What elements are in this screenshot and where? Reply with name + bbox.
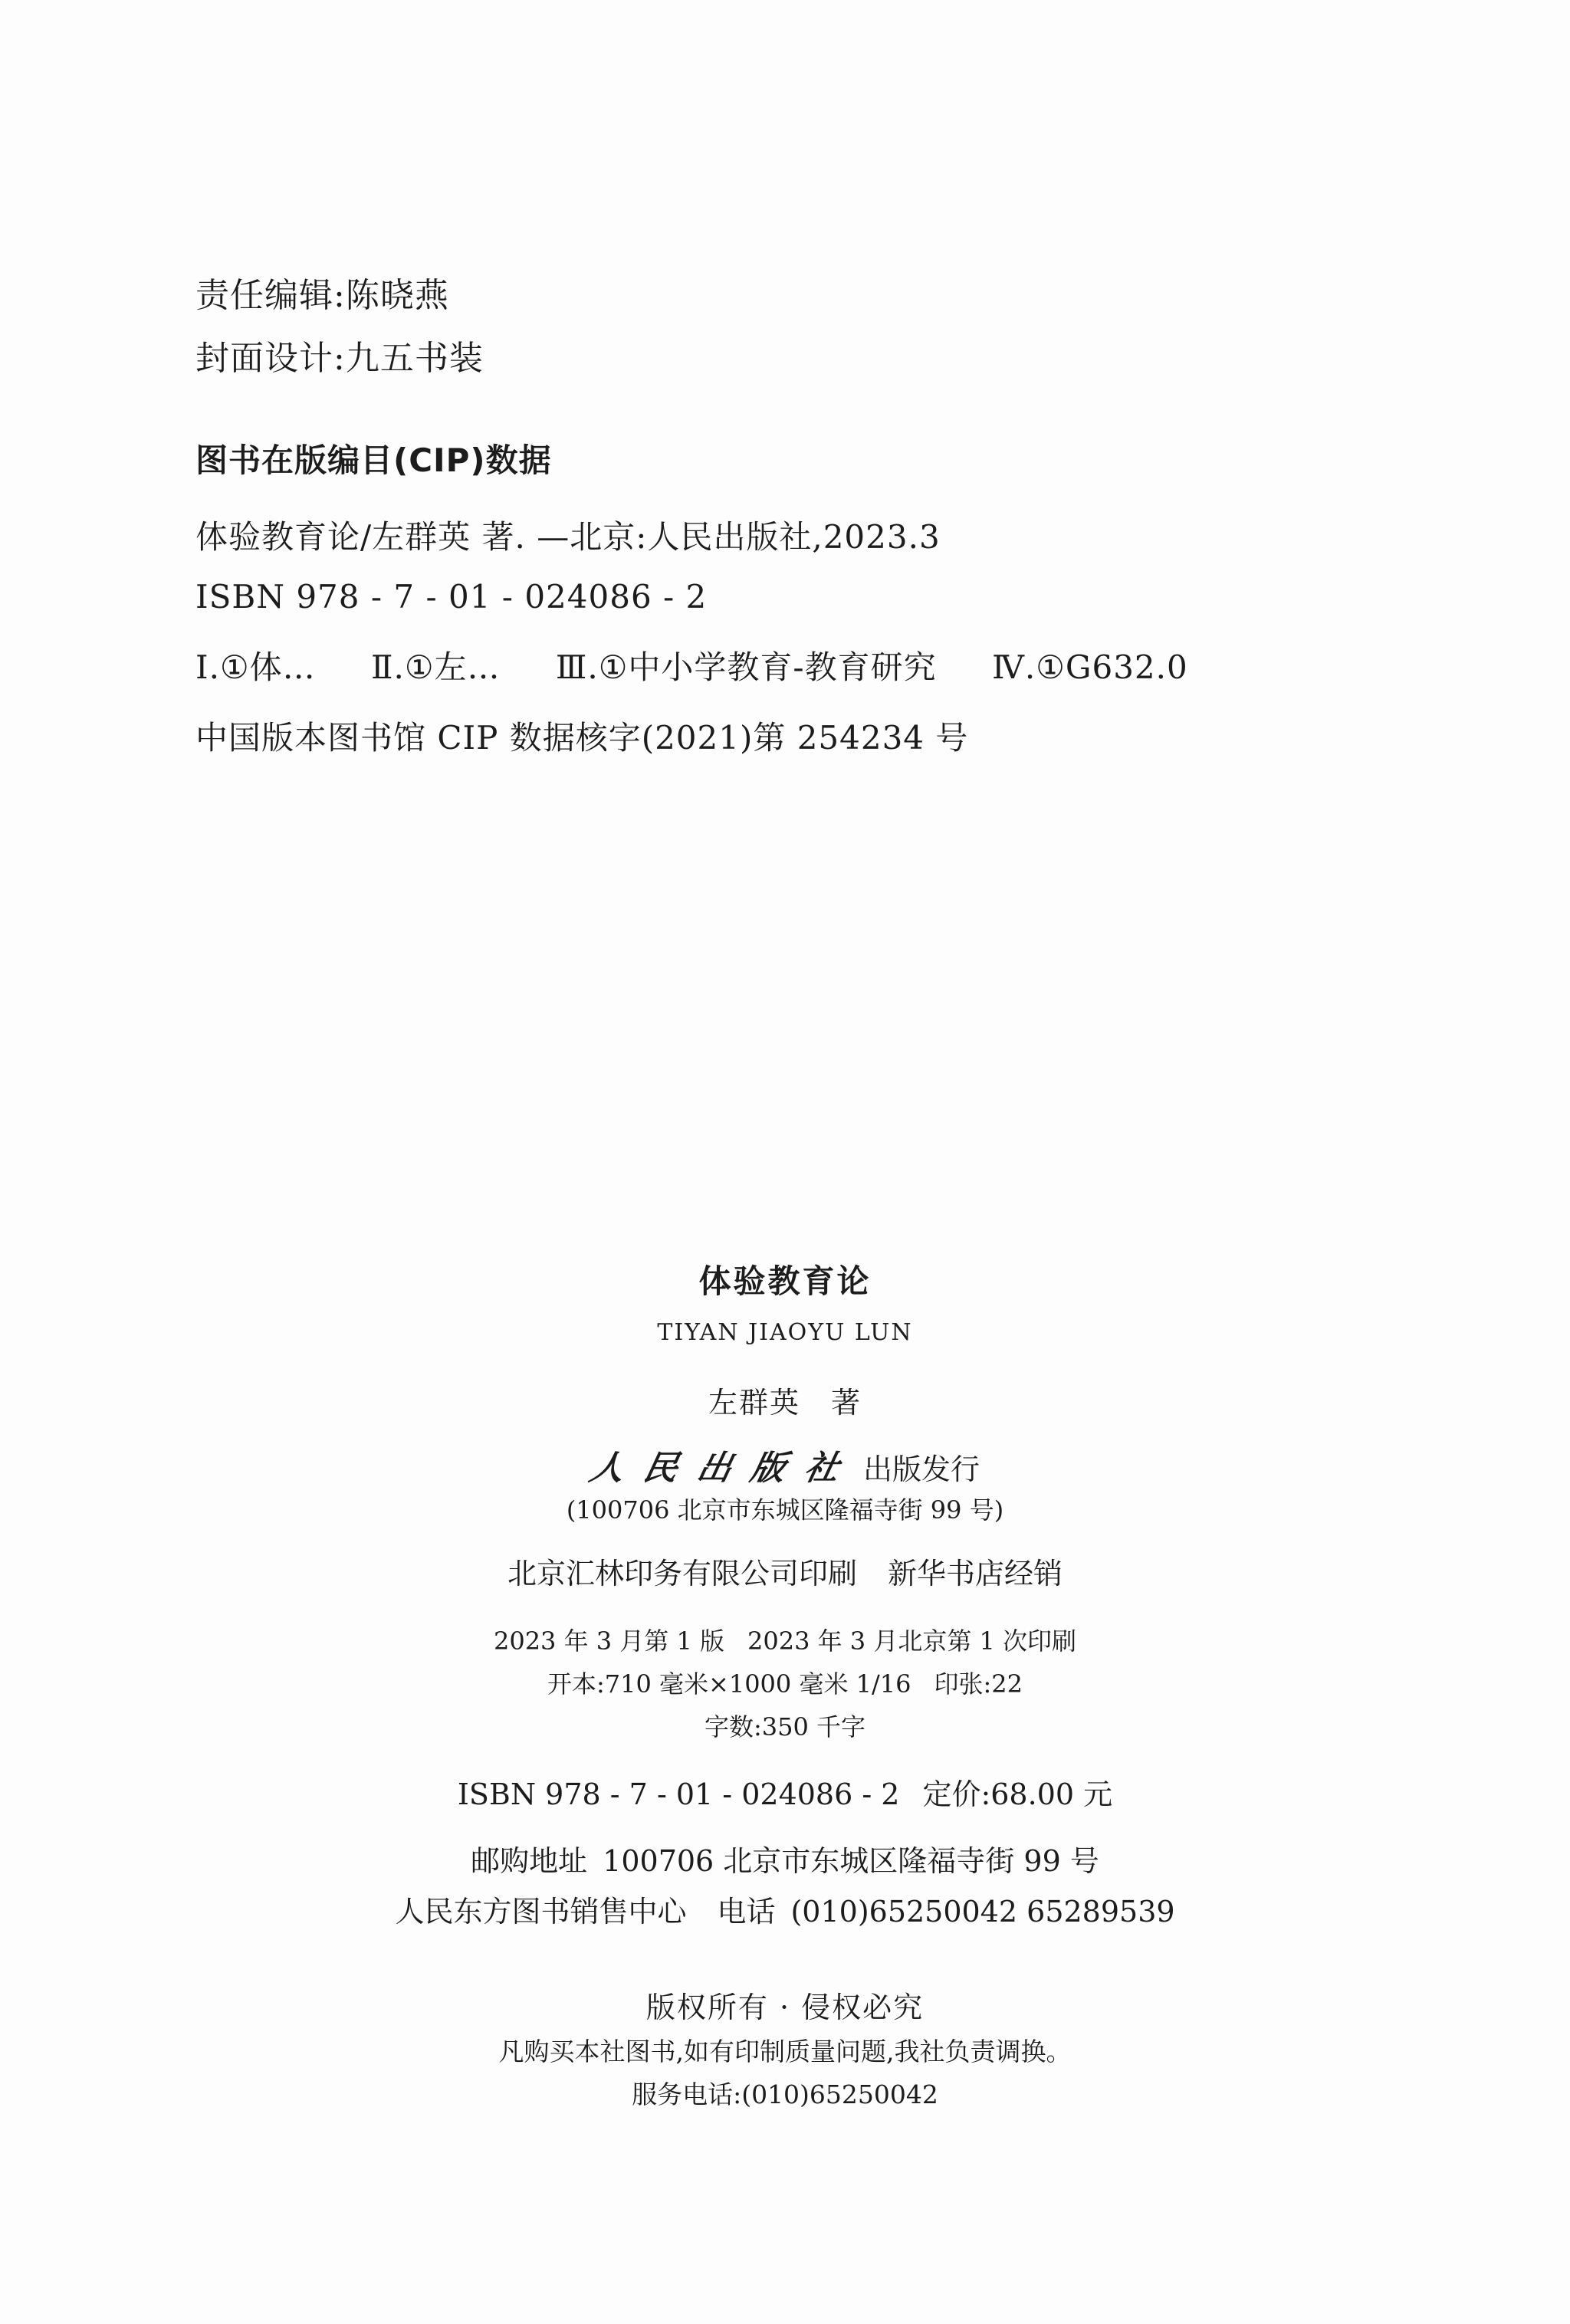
sales-line: [0, 1886, 1570, 1937]
author-line: [0, 1380, 1570, 1426]
classification-item: Ⅱ.①左…: [370, 648, 501, 686]
mail-order-block: [0, 1836, 1570, 1937]
phone-numbers: (010)65250042 65289539: [790, 1895, 1175, 1928]
phone-label: 电话: [717, 1895, 776, 1928]
cip-isbn-line: ISBN 978 - 7 - 01 - 024086 - 2: [195, 578, 708, 615]
price: 定价:68.00 元: [922, 1777, 1113, 1811]
isbn: ISBN 978 - 7 - 01 - 024086 - 2: [457, 1777, 900, 1811]
service-phone: 服务电话:(010)65250042: [632, 2079, 938, 2109]
mail-address: 100706 北京市东城区隆福寺街 99 号: [603, 1844, 1099, 1878]
book-title-pinyin: TIYAN JIAOYU LUN: [657, 1319, 913, 1346]
editor-line: 责任编辑:陈晓燕: [195, 276, 449, 315]
colophon-block: [0, 1259, 1570, 2116]
publisher-logo: 人民出版社: [586, 1449, 863, 1488]
edition: 2023 年 3 月第 1 版: [493, 1626, 724, 1656]
publisher-line: [0, 1446, 1570, 1492]
classification-item: Ⅲ.①中小学教育-教育研究: [555, 648, 937, 686]
cip-record-line: 中国版本图书馆 CIP 数据核字(2021)第 254234 号: [195, 719, 969, 757]
printing: 2023 年 3 月北京第 1 次印刷: [747, 1626, 1077, 1656]
classification-item: Ⅰ.①体…: [195, 648, 316, 686]
quality-notice: 凡购买本社图书,如有印制质量问题,我社负责调换。: [498, 2037, 1072, 2066]
classification-item: Ⅳ.①G632.0: [991, 648, 1188, 686]
cover-design-line: 封面设计:九五书装: [195, 339, 484, 378]
format-line: [0, 1663, 1570, 1705]
mail-label: 邮购地址: [471, 1844, 588, 1878]
printer-line: [0, 1551, 1570, 1597]
cip-heading: 图书在版编目(CIP)数据: [195, 441, 552, 479]
author-role: 著: [831, 1386, 862, 1420]
sales-center: 人民东方图书销售中心: [395, 1895, 687, 1928]
isbn-price-line: [0, 1771, 1570, 1817]
author-name: 左群英: [708, 1386, 800, 1420]
mail-order-line: [0, 1836, 1570, 1886]
cip-data-block: [195, 507, 1188, 768]
sheets: 印张:22: [934, 1669, 1023, 1699]
printer: 北京汇林印务有限公司印刷: [507, 1557, 857, 1590]
publisher-action: 出版发行: [862, 1452, 980, 1486]
distributor: 新华书店经销: [888, 1557, 1063, 1590]
rights-line: 版权所有 · 侵权必究: [645, 1991, 925, 2024]
format: 开本:710 毫米×1000 毫米 1/16: [547, 1669, 911, 1699]
edition-line: [0, 1620, 1570, 1663]
word-count: 字数:350 千字: [704, 1712, 866, 1741]
cip-title-line: 体验教育论/左群英 著. —北京:人民出版社,2023.3: [195, 518, 941, 556]
book-title: 体验教育论: [698, 1262, 872, 1300]
credits-block: [195, 264, 484, 390]
cip-classification-line: [195, 638, 1188, 698]
publisher-address: (100706 北京市东城区隆福寺街 99 号): [566, 1495, 1004, 1525]
